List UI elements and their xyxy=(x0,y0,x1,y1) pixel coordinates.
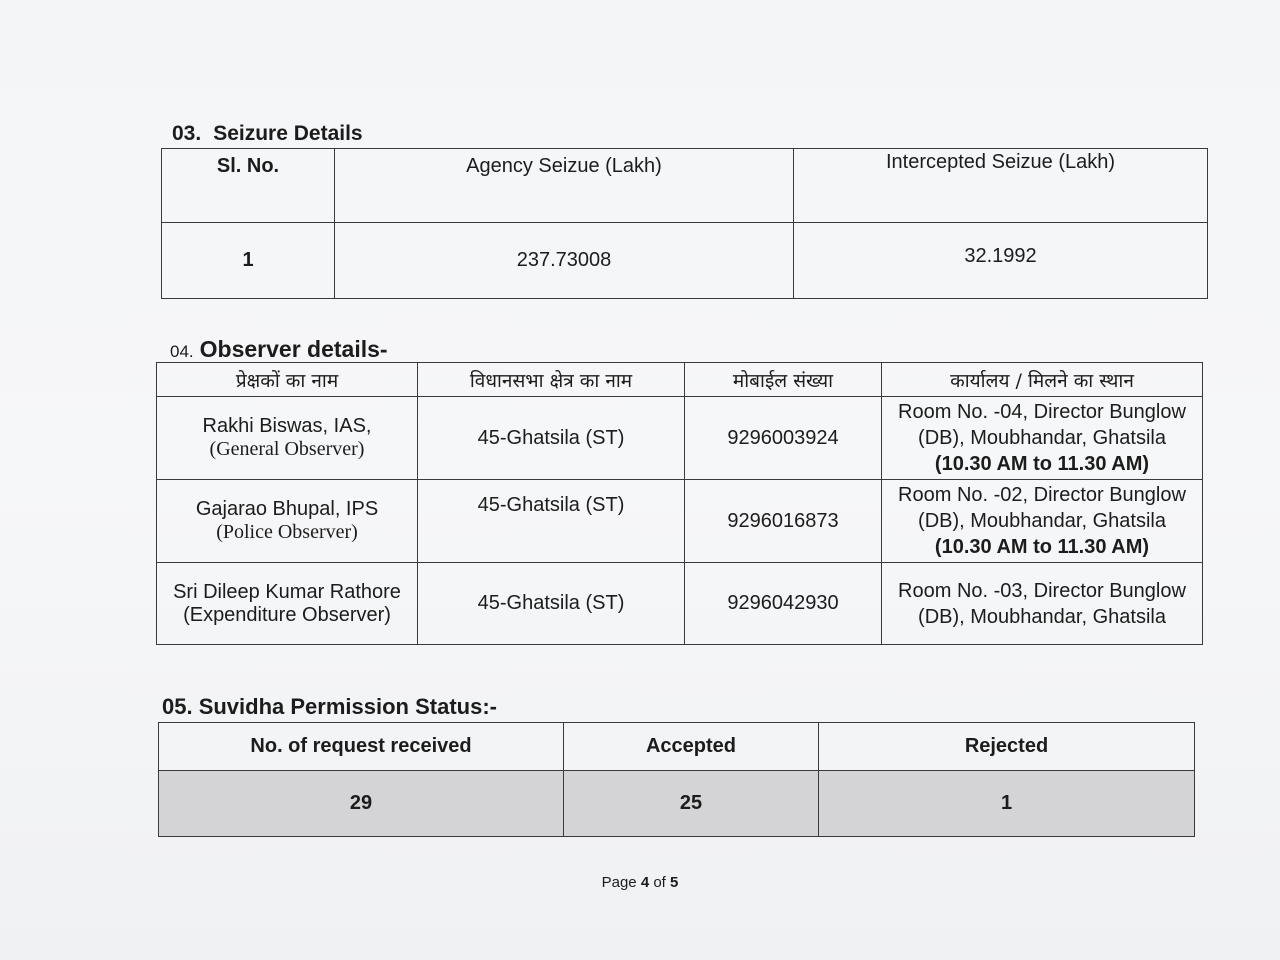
observer-mobile: 9296003924 xyxy=(685,397,882,480)
observer-header-constituency: विधानसभा क्षेत्र का नाम xyxy=(418,363,685,397)
observer-role: (Expenditure Observer) xyxy=(183,603,391,626)
observer-table xyxy=(156,362,1203,645)
suvidha-header-requests: No. of request received xyxy=(159,723,564,771)
seizure-header-row xyxy=(162,149,1208,223)
observer-office-line2: (DB), Moubhandar, Ghatsila xyxy=(918,427,1166,449)
observer-name: Sri Dileep Kumar Rathore xyxy=(173,580,401,603)
observer-office-cell xyxy=(882,563,1203,645)
suvidha-table xyxy=(158,722,1195,837)
observer-constituency: 45-Ghatsila (ST) xyxy=(418,397,685,480)
observer-row xyxy=(157,563,1203,645)
observer-office-line2: (DB), Moubhandar, Ghatsila xyxy=(918,605,1166,628)
seizure-cell-slno: 1 xyxy=(162,223,335,299)
footer-page-number: 4 xyxy=(640,874,650,891)
seizure-table xyxy=(161,148,1208,299)
suvidha-header-rejected: Rejected xyxy=(819,723,1195,771)
observer-section-heading xyxy=(170,336,388,363)
observer-name-cell xyxy=(157,563,418,645)
observer-section-title: Observer details- xyxy=(199,336,388,362)
seizure-cell-intercepted: 32.1992 xyxy=(794,223,1208,299)
observer-constituency: 45-Ghatsila (ST) xyxy=(418,563,685,645)
observer-office-line1: Room No. -03, Director Bunglow xyxy=(898,579,1186,602)
observer-office-line1: Room No. -02, Director Bunglow xyxy=(898,484,1186,506)
observer-header-mobile: मोबाईल संख्या xyxy=(685,363,882,397)
seizure-section-heading xyxy=(172,122,363,146)
seizure-data-row xyxy=(162,223,1208,299)
observer-row xyxy=(157,397,1203,480)
suvidha-cell-accepted: 25 xyxy=(564,771,819,837)
observer-header-name: प्रेक्षकों का नाम xyxy=(157,363,418,397)
seizure-header-slno: Sl. No. xyxy=(162,149,335,223)
page-footer xyxy=(0,874,1280,891)
observer-role: (General Observer) xyxy=(209,438,365,460)
observer-mobile: 9296016873 xyxy=(685,480,882,563)
observer-section-number: 04. xyxy=(170,342,194,361)
seizure-header-intercepted: Intercepted Seizue (Lakh) xyxy=(794,149,1208,223)
observer-name: Gajarao Bhupal, IPS xyxy=(195,498,379,520)
observer-office-line1: Room No. -04, Director Bunglow xyxy=(898,401,1186,423)
observer-office-cell xyxy=(882,480,1203,563)
suvidha-header-accepted: Accepted xyxy=(564,723,819,771)
observer-row xyxy=(157,480,1203,563)
observer-constituency: 45-Ghatsila (ST) xyxy=(418,480,685,563)
seizure-cell-agency: 237.73008 xyxy=(335,223,794,299)
suvidha-data-row xyxy=(159,771,1195,837)
footer-total-pages: 5 xyxy=(670,874,679,891)
observer-name: Rakhi Biswas, IAS, xyxy=(202,415,372,437)
observer-office-time: (10.30 AM to 11.30 AM) xyxy=(934,536,1150,558)
suvidha-cell-rejected: 1 xyxy=(819,771,1195,837)
observer-office-line2: (DB), Moubhandar, Ghatsila xyxy=(918,510,1166,532)
observer-mobile: 9296042930 xyxy=(685,563,882,645)
seizure-header-agency: Agency Seizue (Lakh) xyxy=(335,149,794,223)
footer-of: of xyxy=(653,874,666,891)
seizure-section-number: 03. xyxy=(172,122,202,145)
suvidha-section-heading: 05. Suvidha Permission Status:- xyxy=(162,694,497,719)
footer-prefix: Page xyxy=(601,874,637,891)
suvidha-cell-requests: 29 xyxy=(159,771,564,837)
observer-name-cell xyxy=(157,480,418,563)
observer-header-row xyxy=(157,363,1203,397)
observer-role: (Police Observer) xyxy=(216,521,358,543)
observer-office-cell xyxy=(882,397,1203,480)
suvidha-header-row xyxy=(159,723,1195,771)
seizure-section-title: Seizure Details xyxy=(213,122,363,145)
observer-name-cell xyxy=(157,397,418,480)
observer-office-time: (10.30 AM to 11.30 AM) xyxy=(934,453,1150,475)
observer-header-office: कार्यालय / मिलने का स्थान xyxy=(882,363,1203,397)
